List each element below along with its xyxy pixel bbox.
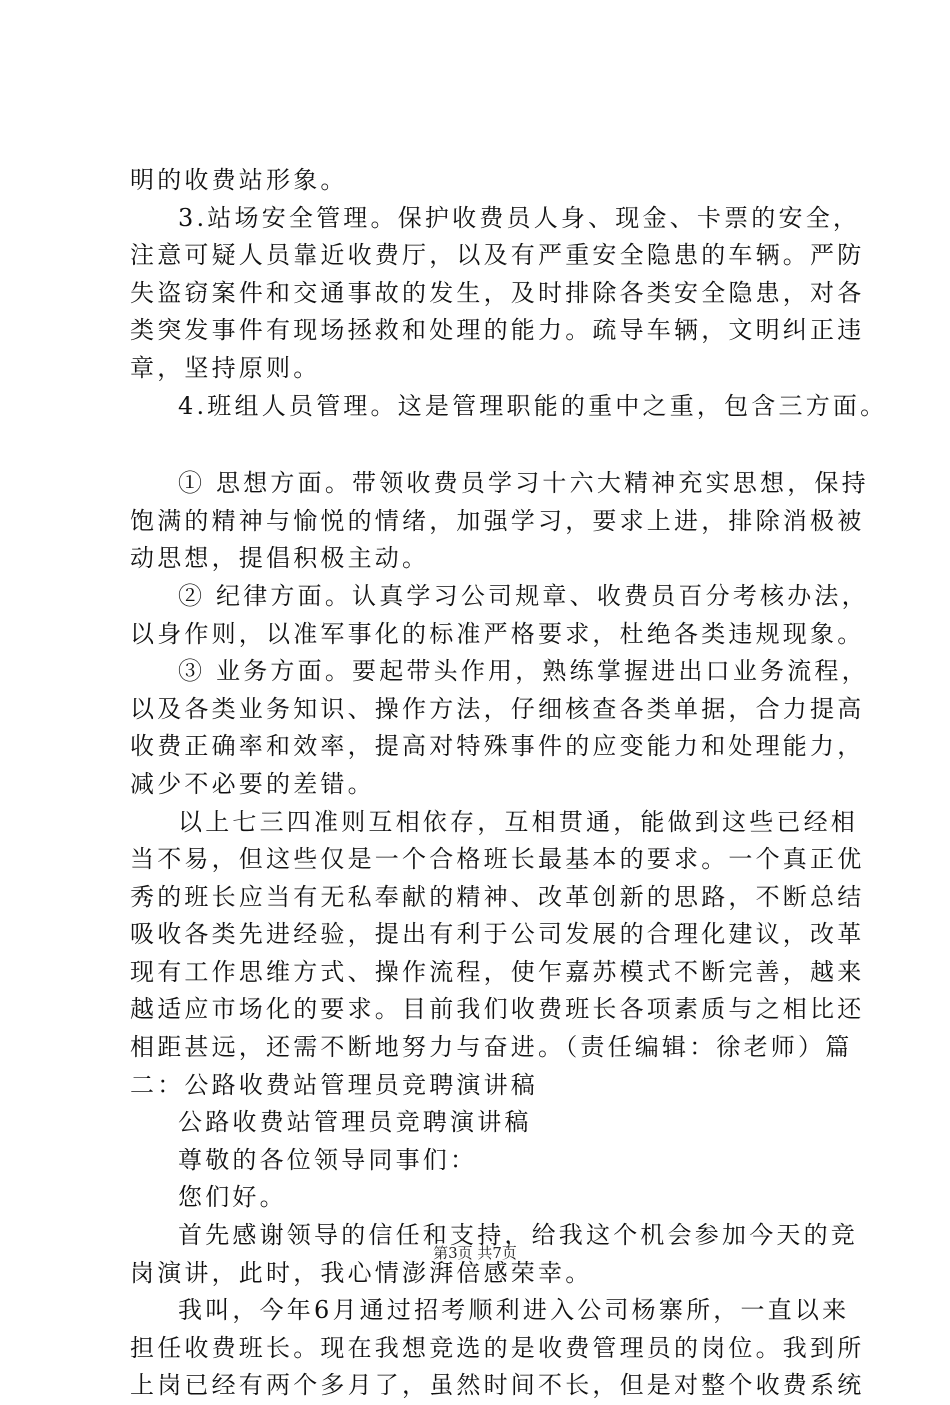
text-line: 4.班组人员管理。这是管理职能的重中之重，包含三方面。 [178, 391, 888, 420]
text-line: 减少不必要的差错。 [130, 769, 375, 798]
text-line: 岗演讲，此时，我心情澎湃倍感荣幸。 [130, 1258, 593, 1287]
text-line: ③ 业务方面。要起带头作用，熟练掌握进出口业务流程， [178, 657, 869, 686]
page-number-footer: 第3页 共7页 [433, 1244, 517, 1262]
text-line: 越适应市场化的要求。目前我们收费班长各项素质与之相比还 [130, 995, 865, 1024]
text-line: 尊敬的各位领导同事们： [178, 1145, 478, 1174]
text-line: 明的收费站形象。 [130, 166, 348, 194]
text-line: 上岗已经有两个多月了，虽然时间不长，但是对整个收费系统 [130, 1371, 865, 1400]
text-line: 失盗窃案件和交通事故的发生，及时排除各类安全隐患，对各 [130, 278, 865, 307]
text-line: 以身作则，以准军事化的标准严格要求，杜绝各类违规现象。 [130, 619, 865, 648]
text-line: 当不易，但这些仅是一个合格班长最基本的要求。一个真正优 [130, 845, 865, 874]
text-line: 二：公路收费站管理员竞聘演讲稿 [130, 1070, 538, 1099]
text-line: 类突发事件有现场拯救和处理的能力。疏导车辆，文明纠正违 [130, 316, 865, 345]
document-body [130, 162, 888, 1405]
text-line: 以及各类业务知识、操作方法，仔细核查各类单据，合力提高 [130, 694, 865, 723]
text-line: 3.站场安全管理。保护收费员人身、现金、卡票的安全， [178, 203, 861, 232]
text-line: 现有工作思维方式、操作流程，使乍嘉苏模式不断完善，越来 [130, 957, 865, 986]
text-line: 注意可疑人员靠近收费厅，以及有严重安全隐患的车辆。严防 [130, 241, 865, 270]
text-line: 章，坚持原则。 [130, 353, 321, 382]
text-line: 担任收费班长。现在我想竞选的是收费管理员的岗位。我到所 [130, 1333, 865, 1362]
text-line: 收费正确率和效率，提高对特殊事件的应变能力和处理能力， [130, 732, 865, 761]
text-line: 饱满的精神与愉悦的情绪，加强学习，要求上进，排除消极被 [130, 506, 865, 535]
text-line: 我叫，今年6月通过招考顺利进入公司杨寨所，一直以来 [178, 1296, 850, 1325]
text-line: 动思想，提倡积极主动。 [130, 544, 430, 573]
text-line: ① 思想方面。带领收费员学习十六大精神充实思想，保持 [178, 469, 869, 498]
text-line: 首先感谢领导的信任和支持，给我这个机会参加今天的竞 [178, 1221, 858, 1250]
text-line: ② 纪律方面。认真学习公司规章、收费员百分考核办法， [178, 581, 869, 610]
text-line: 您们好。 [178, 1183, 287, 1212]
text-line: 吸收各类先进经验，提出有利于公司发展的合理化建议，改革 [130, 920, 865, 949]
text-line: 相距甚远，还需不断地努力与奋进。（责任编辑：徐老师）篇 [130, 1033, 853, 1062]
text-line: 以上七三四准则互相依存，互相贯通，能做到这些已经相 [178, 807, 858, 836]
text-line: 秀的班长应当有无私奉献的精神、改革创新的思路，不断总结 [130, 882, 865, 911]
text-line: 公路收费站管理员竞聘演讲稿 [178, 1108, 532, 1137]
paragraph-gap [130, 425, 830, 465]
